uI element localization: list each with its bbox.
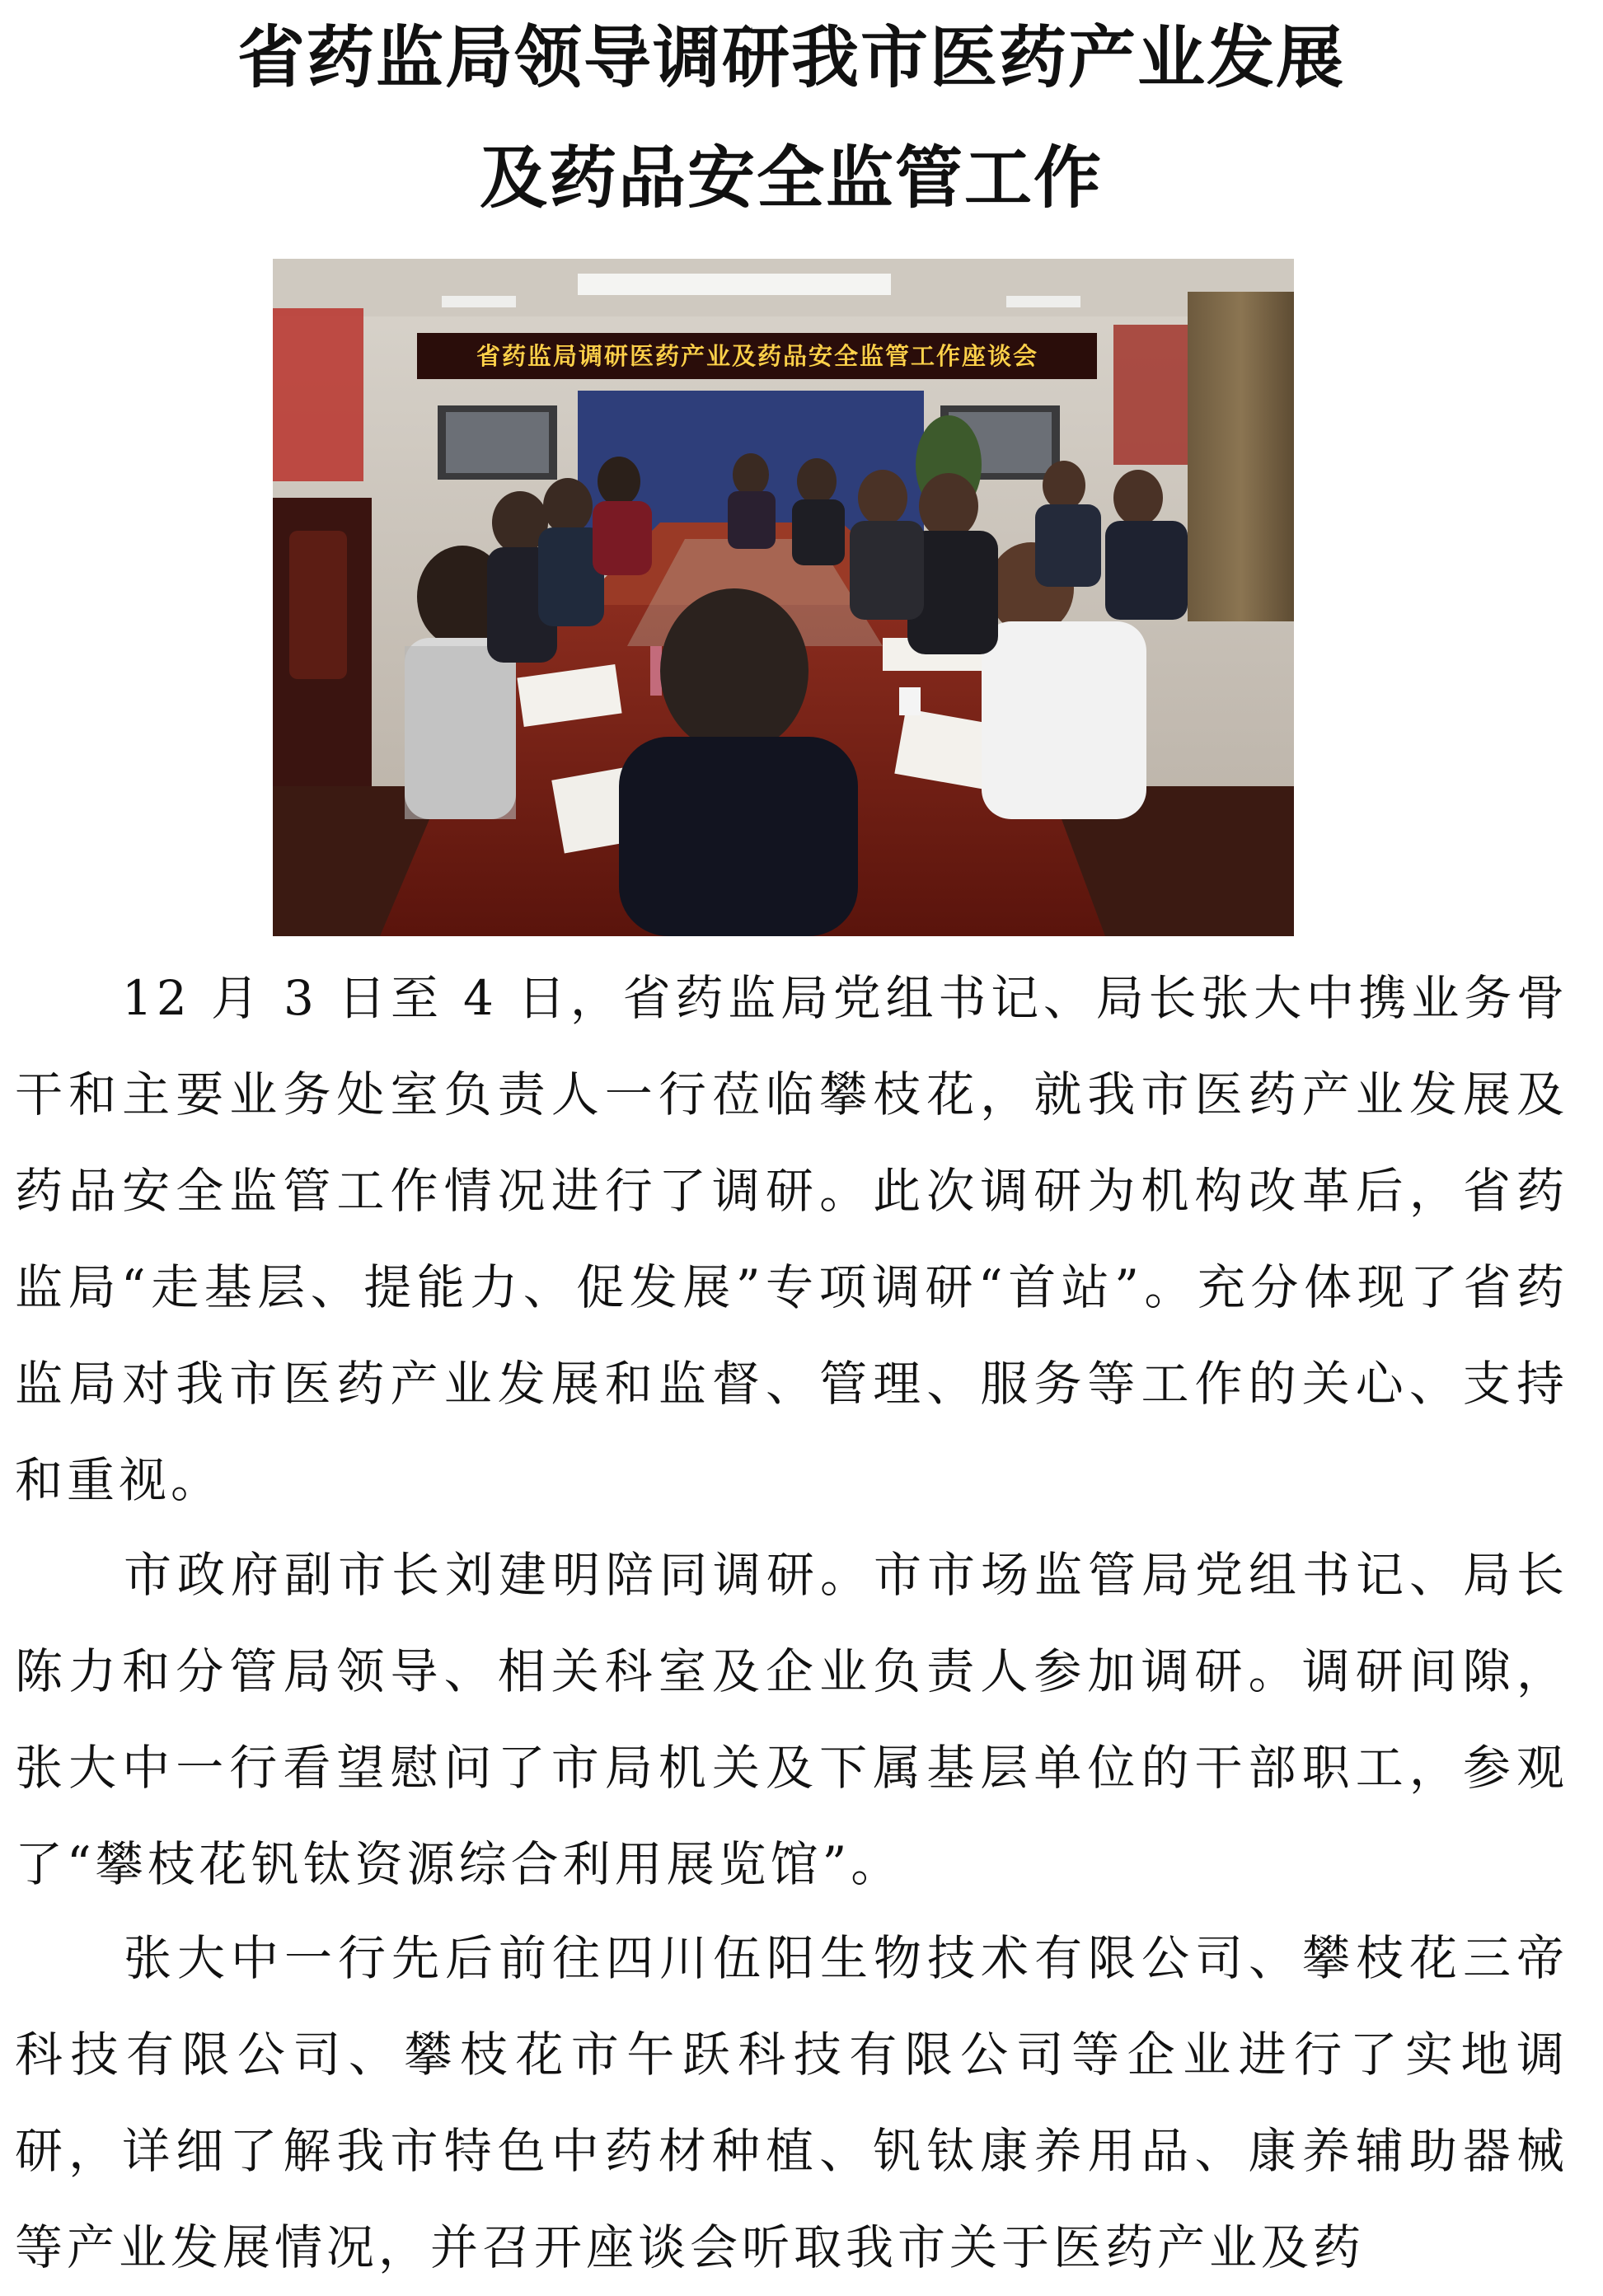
paragraph-1 [15, 950, 1568, 1529]
paragraph-2-text: 市政府副市长刘建明陪同调研。市市场监管局党组书记、局长陈力和分管局领导、相关科室及企业负责人参加调研。调研间隙，张大中一行看望慰问了市局机关及下属基层单位的干部职工，参观了“攀枝花钒钛资源综合利用展览馆”。 [15, 1547, 1568, 1892]
paragraph-2 [15, 1527, 1568, 1913]
paragraph-1-text: 12 月 3 日至 4 日，省药监局党组书记、局长张大中携业务骨干和主要业务处室负责人一行莅临攀枝花，就我市医药产业发展及药品安全监管工作情况进行了调研。此次调研为机构改革后，省药监局“走基层、提能力、促发展”专项调研“首站”。充分体现了省药监局对我市医药产业发展和监督、管理、服务等工作的关心、支持和重视。 [15, 970, 1568, 1508]
paragraph-3-text: 张大中一行先后前往四川伍阳生物技术有限公司、攀枝花三帝科技有限公司、攀枝花市午跃科技有限公司等企业进行了实地调研，详细了解我市特色中药材种植、钒钛康养用品、康养辅助器械等产业发展情况，并召开座谈会听取我市关于医药产业及药 [15, 1930, 1568, 2275]
banner-text: 省药监局调研医药产业及药品安全监管工作座谈会 [476, 342, 1039, 370]
paragraph-3 [15, 1910, 1568, 2296]
meeting-photo [273, 259, 1294, 936]
page-title-line-1: 省药监局领导调研我市医药产业发展 [237, 18, 1345, 97]
page-title-line-2: 及药品安全监管工作 [479, 138, 1103, 218]
